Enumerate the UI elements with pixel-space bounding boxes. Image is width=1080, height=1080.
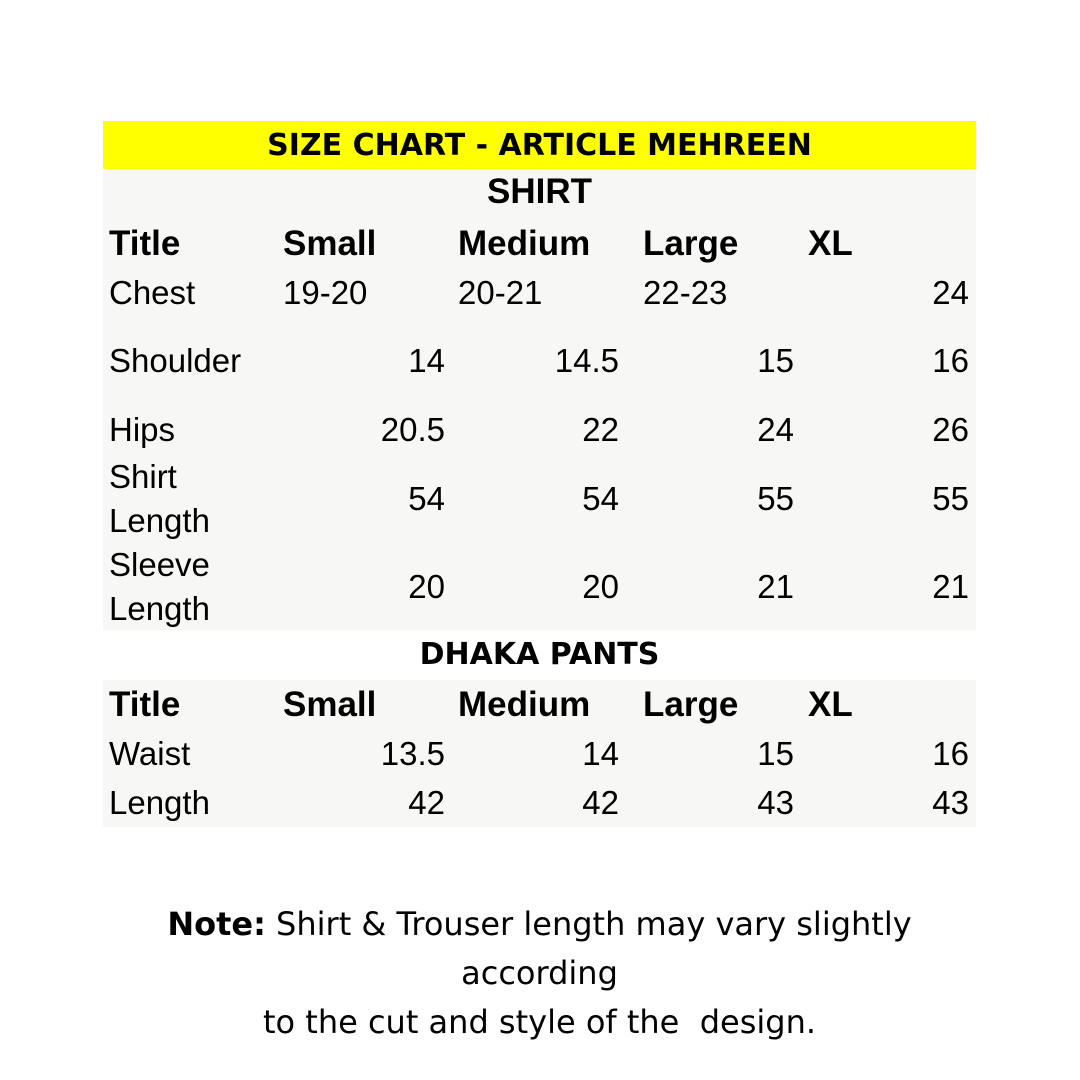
shirt-header-title: Title [109,224,181,263]
note-text-line1: Shirt & Trouser length may vary slightly according [265,905,912,992]
waist-small: 13.5 [380,735,445,772]
row-label-shirt-length-line2: Length [109,502,210,539]
row-label-sleeve-length-line1: Sleeve [109,546,210,583]
shoulder-medium: 14.5 [554,342,619,379]
row-label-shirt-length-line1: Shirt [109,458,177,495]
pants-header-title: Title [109,685,181,724]
chest-medium: 20-21 [458,274,543,311]
pants-header-xl: XL [808,685,853,724]
waist-large: 15 [757,735,794,772]
length-small: 42 [408,784,445,821]
shirt-header-medium: Medium [458,224,591,263]
note-text-line2: to the cut and style of the design. [262,1003,817,1041]
shirt-length-large: 55 [757,480,794,517]
pants-header-medium: Medium [458,685,591,724]
chest-xl: 24 [932,274,969,311]
pants-header-small: Small [283,685,377,724]
row-label-chest: Chest [109,274,196,311]
hips-small: 20.5 [380,411,445,448]
row-label-length: Length [109,784,210,821]
shirt-header-xl: XL [808,224,853,263]
shoulder-xl: 16 [932,342,969,379]
chest-large: 22-23 [643,274,728,311]
row-label-sleeve-length-line2: Length [109,590,210,627]
shirt-header-small: Small [283,224,377,263]
pants-header-large: Large [643,685,739,724]
length-large: 43 [757,784,794,821]
row-label-waist: Waist [109,735,191,772]
shirt-length-small: 54 [408,480,445,517]
note-line-1 [103,900,976,998]
hips-large: 24 [757,411,794,448]
size-chart-banner: SIZE CHART - ARTICLE MEHREEN [103,121,976,169]
sleeve-length-large: 21 [757,568,794,605]
row-label-hips: Hips [109,411,176,448]
shoulder-small: 14 [408,342,445,379]
size-note [103,900,976,1047]
sleeve-length-xl: 21 [932,568,969,605]
hips-medium: 22 [582,411,619,448]
shoulder-large: 15 [757,342,794,379]
chest-small: 19-20 [283,274,368,311]
waist-xl: 16 [932,735,969,772]
waist-medium: 14 [582,735,619,772]
row-label-shoulder: Shoulder [109,342,242,379]
sleeve-length-medium: 20 [582,568,619,605]
note-label: Note: [167,905,266,943]
length-xl: 43 [932,784,969,821]
sleeve-length-small: 20 [408,568,445,605]
shirt-length-xl: 55 [932,480,969,517]
pants-section-title: DHAKA PANTS [419,637,660,672]
hips-xl: 26 [932,411,969,448]
shirt-header-large: Large [643,224,739,263]
shirt-length-medium: 54 [582,480,619,517]
shirt-section-title: SHIRT [487,172,592,211]
length-medium: 42 [582,784,619,821]
